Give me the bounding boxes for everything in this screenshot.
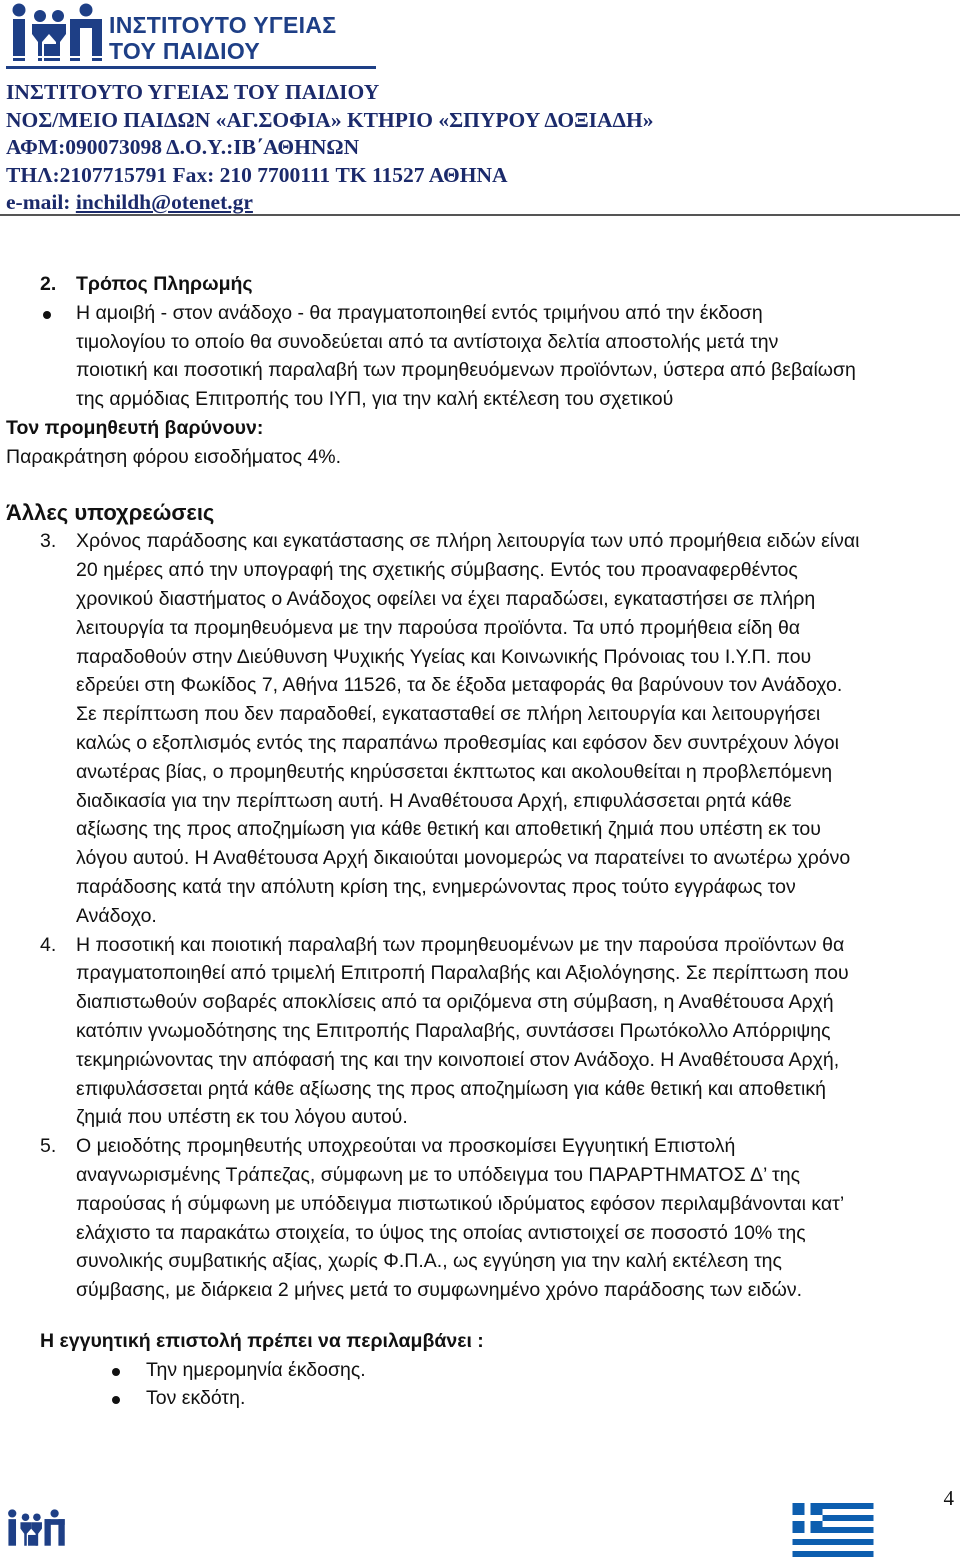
item-line: αναγνωρισμένης Τράπεζας, σύμφωνη με το υπόδειγμα του ΠΑΡΑΡΤΗΜΑΤΟΣ Δ’ της	[76, 1163, 800, 1186]
item-line: Ο μειοδότης προμηθευτής υποχρεούται να προσκομίσει Εγγυητική Επιστολή	[76, 1135, 736, 1158]
item-line: τεκμηριώνοντας την απόφασή της και την κοινοποιεί στον Ανάδοχο. Η Αναθέτουσα Αρχή,	[76, 1048, 840, 1071]
guarantee-heading: Η εγγυητική επιστολή πρέπει να περιλαμβάνει :	[40, 1329, 484, 1352]
list-item	[0, 931, 960, 960]
org-email-row	[6, 189, 654, 217]
bullet-icon	[43, 311, 51, 319]
section-2-title-row	[0, 270, 960, 299]
email-link[interactable]: inchildh@otenet.gr	[75, 190, 253, 214]
item-line: 20 ημέρες από την υπογραφή της σχετικής σύμβασης. Εντός του προαναφερθέντος	[76, 559, 798, 582]
other-obligations-heading: Άλλες υποχρεώσεις	[6, 499, 215, 525]
document-body	[0, 270, 960, 1413]
item-line: ελάχιστο τα παρακάτω στοιχεία, το ύψος της οποίας αντιστοιχεί σε ποσοστό 10% της	[76, 1221, 806, 1244]
bullet-line: ποιοτική και ποσοτική παραλαβή των προμηθευόμενων προϊόντων, ύστερα από βεβαίωση	[76, 359, 856, 382]
bullet-icon	[112, 1368, 120, 1376]
item-line: Σε περίπτωση που δεν παραδοθεί, εγκατασταθεί σε πλήρη λειτουργία και λειτουργήσει	[76, 703, 821, 726]
item-line: λόγου αυτού. Η Αναθέτουσα Αρχή δικαιούται μονομερώς να παρατείνει το ανωτέρω χρόνο	[76, 847, 851, 870]
footer-logo-icon	[4, 1500, 66, 1556]
logo-title-line2: ΤΟΥ ΠΑΙΔΙΟΥ	[109, 38, 261, 64]
item-line: ζημιά που υπέστη εκ του λόγου αυτού.	[76, 1106, 408, 1129]
item-line: χρονικού διαστήματος ο Ανάδοχος οφείλει να έχει παραδώσει, εγκαταστήσει σε πλήρη	[76, 587, 816, 610]
bullet-line: Η αμοιβή - στον ανάδοχο - θα πραγματοποιηθεί εντός τριμήνου από την έκδοση	[76, 301, 763, 324]
item-line: διαδικασία για την περίπτωση αυτή. Η Αναθέτουσα Αρχή, επιφυλάσσεται ρητά κάθε	[76, 789, 792, 812]
item-number: 3.	[40, 530, 57, 553]
institute-logo	[6, 2, 376, 72]
item-line: συνολικής συμβατικής αξίας, χωρίς Φ.Π.Α., ως εγγύηση για την καλή εκτέλεση της	[76, 1250, 782, 1273]
email-label: e-mail:	[6, 190, 71, 214]
guarantee-item: Τον εκδότη.	[146, 1387, 246, 1410]
section-number: 2.	[40, 273, 57, 295]
header-divider	[0, 214, 960, 216]
item-line: εδρεύει στη Φωκίδος 7, Αθήνα 11526, τα δε έξοδα μεταφοράς θα βαρύνουν τον Ανάδοχο.	[76, 674, 843, 697]
org-contact: ΤΗΛ:2107715791 Fax: 210 7700111 ΤΚ 11527 ΑΘΗΝΑ	[6, 162, 508, 187]
item-number: 4.	[40, 933, 57, 956]
item-line: παραδοθούν στην Διεύθυνση Ψυχικής Υγείας και Κοινωνικής Πρόνοιας του Ι.Υ.Π. που	[76, 645, 812, 668]
greek-flag-icon	[790, 1503, 876, 1557]
guarantee-item: Την ημερομηνία έκδοσης.	[146, 1358, 366, 1381]
item-line: επιφυλάσσεται ρητά κάθε αξίωσης της προς αποζημίωση για κάθε θετική και αποθετική	[76, 1077, 826, 1100]
item-line: αξίωσης της προς αποζημίωση για κάθε θετική και αποθετική ζημιά που υπέστη εκ του	[76, 818, 821, 841]
page-number: 4	[943, 1486, 954, 1510]
item-line: κατόπιν γνωμοδότησης της Επιτροπής Παραλαβής, συντάσσει Πρωτόκολλο Απόρριψης	[76, 1019, 831, 1042]
section-title: Τρόπος Πληρωμής	[76, 273, 253, 295]
list-item	[0, 1384, 960, 1413]
org-tax-id: ΑΦΜ:090073098 Δ.Ο.Υ.:ΙΒ΄ΑΘΗΝΩΝ	[6, 135, 360, 159]
item-line: παράδοσης κατά την απόλυτη κρίση της, ενημερώνοντας προς τούτο εγγράφως τον	[76, 875, 796, 898]
item-line: διαπιστωθούν σοβαρές αποκλίσεις από τα οριζόμενα στη σύμβαση, η Αναθέτουσα Αρχή	[76, 991, 834, 1014]
item-line: καλώς ο εξοπλισμός εντός της παραπάνω προθεσμίας και εφόσον δεν συντρέχουν λόγοι	[76, 731, 839, 754]
org-name: ΙΝΣΤΙΤΟΥΤΟ ΥΓΕΙΑΣ ΤΟΥ ΠΑΙΔΙΟΥ	[6, 80, 380, 104]
list-item	[0, 527, 960, 556]
bullet-line: της αρμόδιας Επιτροπής του ΙΥΠ, για την καλή εκτέλεση του σχετικού	[76, 388, 674, 411]
withholding-text: Παρακράτηση φόρου εισοδήματος 4%.	[6, 445, 341, 468]
item-line: σύμβασης, με διάρκεια 2 μήνες μετά το συμφωνημένο χρόνο παράδοσης των ειδών.	[76, 1279, 803, 1302]
payment-bullet	[0, 299, 960, 328]
item-line: Χρόνος παράδοσης και εγκατάστασης σε πλήρη λειτουργία των υπό προμήθεια ειδών είναι	[76, 530, 860, 553]
item-line: Ανάδοχο.	[76, 904, 157, 927]
logo-underline	[6, 66, 376, 69]
item-line: ανωτέρας βίας, ο προμηθευτής κηρύσσεται έκπτωτος και ακολουθείται η προβλεπόμενη	[76, 760, 833, 783]
supplier-label: Τον προμηθευτή βαρύνουν:	[6, 416, 264, 439]
item-line: παρούσας ή σύμφωνη με υπόδειγμα πιστωτικού ιδρύματος εφόσον περιλαμβάνονται κατ’	[76, 1192, 845, 1215]
bullet-line: τιμολογίου το οποίο θα συνοδεύεται από τα αντίστοιχα δελτία αποστολής μετά την	[76, 330, 779, 353]
list-item	[0, 1356, 960, 1385]
item-line: λειτουργία τα προμηθευόμενα με την παρούσα προϊόντα. Τα υπό προμήθεια είδη θα	[76, 616, 801, 639]
list-item	[0, 1132, 960, 1161]
organization-details	[6, 79, 654, 217]
institute-logo-mark-icon	[6, 2, 104, 64]
item-line: Η ποσοτική και ποιοτική παραλαβή των προμηθευομένων με την παρούσα προϊόντων θα	[76, 933, 845, 956]
item-line: πραγματοποιηθεί από τριμελή Επιτροπή Παραλαβής και Αξιολόγησης. Σε περίπτωση που	[76, 962, 849, 985]
item-number: 5.	[40, 1135, 57, 1158]
logo-title-line1: ΙΝΣΤΙΤΟΥΤΟ ΥΓΕΙΑΣ	[109, 12, 337, 38]
org-hospital: ΝΟΣ/ΜΕΙΟ ΠΑΙΔΩΝ «ΑΓ.ΣΟΦΙΑ» ΚΤΗΡΙΟ «ΣΠΥΡΟΥ ΔΟΞΙΑΔΗ»	[6, 107, 654, 132]
